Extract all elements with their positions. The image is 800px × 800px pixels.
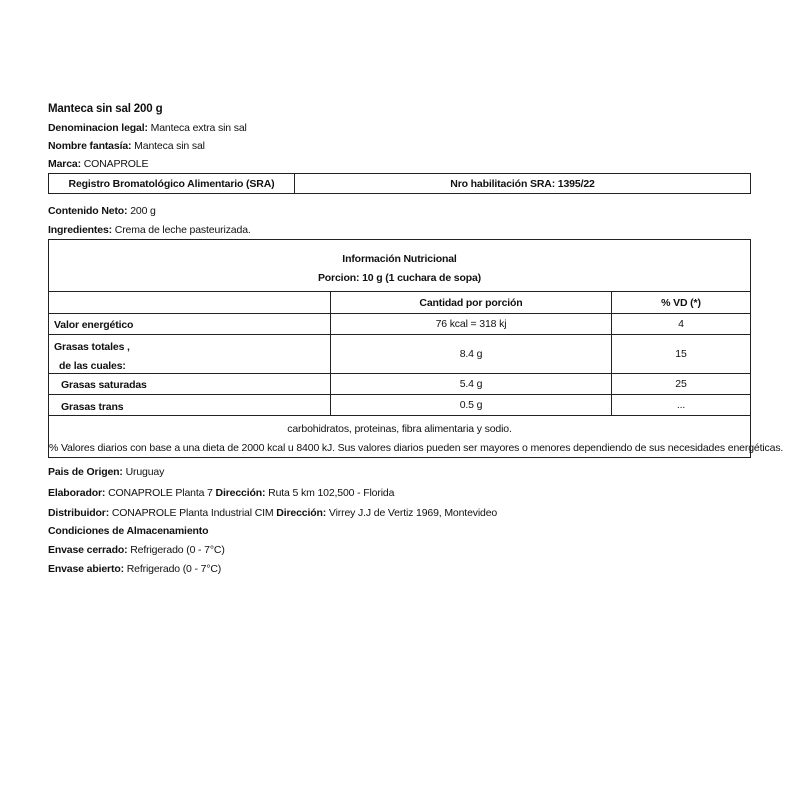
- origen-line: [48, 465, 164, 479]
- envase-cerrado-line: [48, 543, 225, 557]
- row-vd: 25: [675, 378, 687, 390]
- denominacion-line: [48, 121, 247, 135]
- row-name: Grasas trans: [61, 401, 124, 413]
- fantasia-value: Manteca sin sal: [134, 140, 205, 152]
- footnote-2: % Valores diarios con base a una dieta de 2000 kcal u 8400 kJ. Sus valores diarios pueden ser mayores o menores dependiendo de sus necesidades energéticas.: [49, 442, 784, 454]
- row-vd: 4: [678, 318, 684, 330]
- elaborador-value: CONAPROLE Planta 7: [108, 487, 213, 499]
- elaborador-label: Elaborador:: [48, 487, 106, 499]
- envase-cerrado-value: Refrigerado (0 - 7°C): [130, 544, 225, 556]
- registro-left: Registro Bromatológico Alimentario (SRA): [68, 177, 275, 190]
- row-qty: 5.4 g: [459, 378, 483, 390]
- distribuidor-value: CONAPROLE Planta Industrial CIM: [111, 507, 274, 519]
- elaborador-dir-label: Dirección:: [215, 487, 266, 499]
- distribuidor-dir-value: Virrey J.J de Vertiz 1969, Montevideo: [328, 507, 498, 519]
- nutrition-title: Información Nutricional: [342, 253, 457, 265]
- origen-value: Uruguay: [125, 466, 165, 478]
- distribuidor-label: Distribuidor:: [48, 507, 110, 519]
- contenido-value: 200 g: [130, 205, 156, 217]
- envase-abierto-value: Refrigerado (0 - 7°C): [126, 563, 222, 575]
- row-name: Valor energético: [54, 319, 134, 331]
- row-vd: 15: [675, 348, 687, 360]
- envase-abierto-line: [48, 562, 221, 576]
- row-qty: 76 kcal = 318 kj: [435, 318, 507, 330]
- row-qty: 0.5 g: [459, 399, 483, 411]
- col-header-cantidad: Cantidad por porción: [419, 296, 523, 309]
- denominacion-label: Denominacion legal:: [48, 122, 148, 134]
- ingredientes-line: [48, 223, 251, 237]
- footnote-1: carbohidratos, proteinas, fibra alimentaria y sodio.: [287, 423, 512, 435]
- marca-label: Marca:: [48, 158, 81, 170]
- row-name-line1: Grasas totales ,: [54, 341, 130, 353]
- ingredientes-value: Crema de leche pasteurizada.: [114, 224, 251, 236]
- contenido-line: [48, 204, 156, 218]
- almacenamiento-heading: Condiciones de Almacenamiento: [48, 525, 209, 537]
- registro-right: Nro habilitación SRA: 1395/22: [450, 177, 595, 190]
- col-header-vd: % VD (*): [661, 296, 701, 309]
- marca-value: CONAPROLE: [83, 158, 149, 170]
- product-title: Manteca sin sal 200 g: [48, 103, 163, 115]
- ingredientes-label: Ingredientes:: [48, 224, 112, 236]
- contenido-label: Contenido Neto:: [48, 205, 128, 217]
- origen-label: Pais de Origen:: [48, 466, 123, 478]
- nutrition-portion: Porcion: 10 g (1 cuchara de sopa): [317, 272, 482, 284]
- table-divider: [49, 415, 750, 416]
- envase-cerrado-label: Envase cerrado:: [48, 544, 128, 556]
- fantasia-label: Nombre fantasía:: [48, 140, 132, 152]
- row-name-line2: de las cuales:: [59, 360, 126, 372]
- distribuidor-dir-label: Dirección:: [276, 507, 327, 519]
- distribuidor-line: [48, 506, 497, 520]
- envase-abierto-label: Envase abierto:: [48, 563, 124, 575]
- marca-line: [48, 157, 148, 171]
- elaborador-line: [48, 486, 394, 500]
- row-vd: ...: [676, 399, 686, 411]
- row-name: Grasas saturadas: [61, 379, 147, 391]
- denominacion-value: Manteca extra sin sal: [150, 122, 247, 134]
- fantasia-line: [48, 139, 205, 153]
- nutrition-table: [48, 239, 784, 458]
- row-qty: 8.4 g: [459, 348, 483, 360]
- registro-box: [48, 173, 751, 194]
- elaborador-dir-value: Ruta 5 km 102,500 - Florida: [268, 487, 395, 499]
